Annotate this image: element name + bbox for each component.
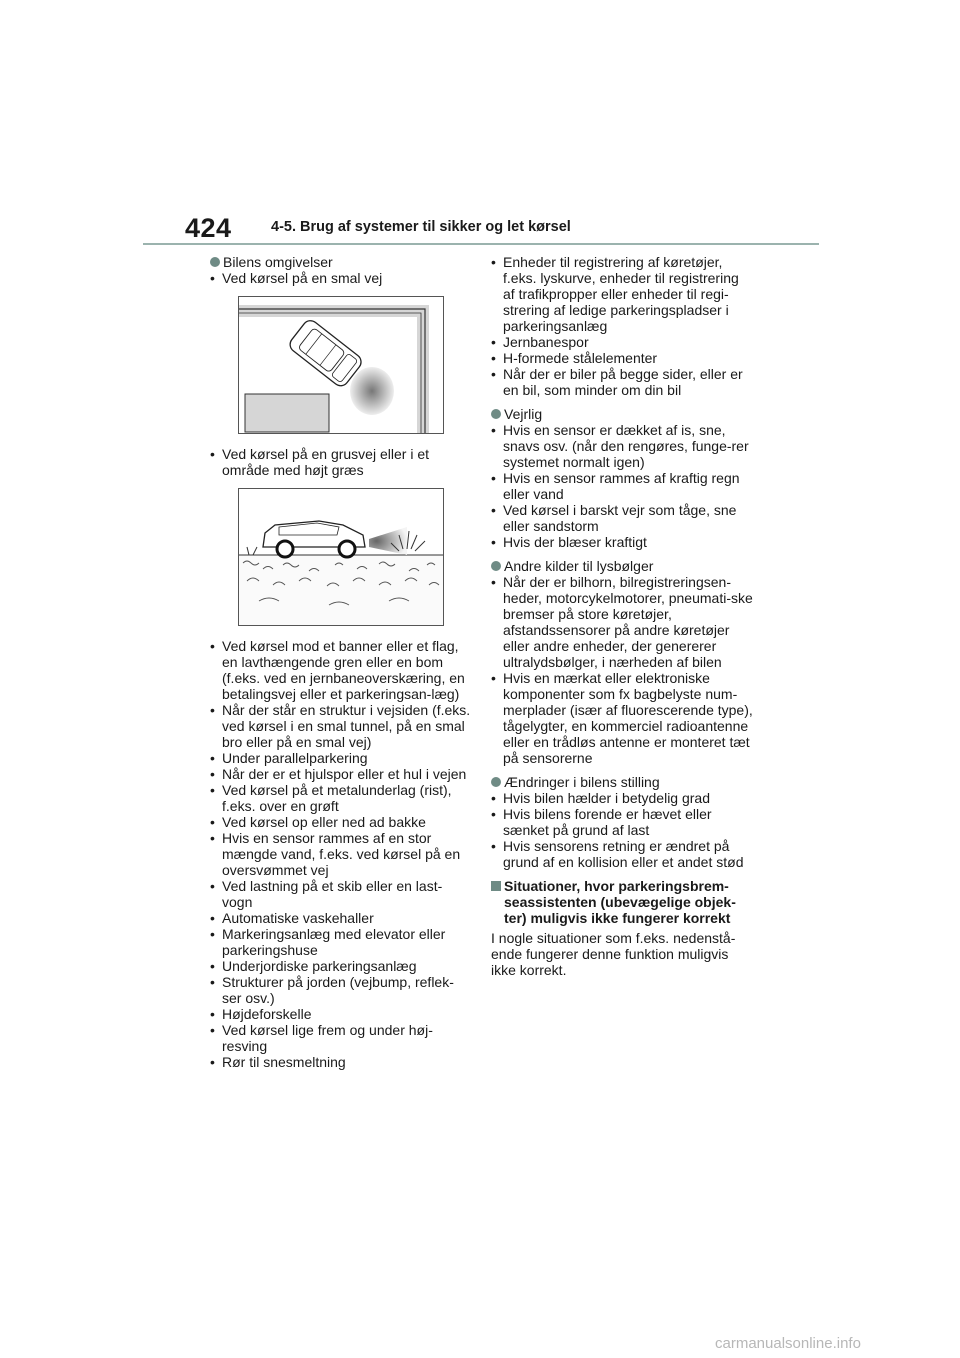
bullet-icon: • — [491, 350, 496, 366]
bullet-icon: • — [491, 838, 496, 854]
list-item — [210, 782, 472, 814]
list-item — [210, 958, 472, 974]
heading-text: Situationer, hvor parkeringsbrem-seassistenten (ubevægelige objek-ter) muligvis ikke fungerer korrekt — [504, 878, 736, 926]
bullet-icon: • — [210, 974, 215, 990]
square-bullet-icon — [491, 881, 501, 891]
bullet-icon: • — [210, 878, 215, 894]
list-item — [491, 350, 753, 366]
paragraph: I nogle situationer som f.eks. nedenstå-ende fungerer denne funktion muligvis ikke korrekt. — [491, 930, 736, 978]
category-sound-sources — [491, 558, 753, 574]
list-item — [210, 638, 472, 702]
list-item — [210, 974, 472, 1006]
list-item — [491, 790, 753, 806]
list-weather — [491, 422, 753, 550]
list-item — [491, 574, 753, 670]
bullet-icon: • — [210, 910, 215, 926]
circle-bullet-icon — [491, 777, 501, 787]
bullet-icon: • — [491, 366, 496, 382]
list-item-text: Hvis bilens forende er hævet eller sænket på grund af last — [503, 806, 712, 838]
list-item — [210, 910, 472, 926]
category-label: Vejrlig — [504, 406, 543, 422]
list-item — [491, 422, 753, 470]
list-item — [210, 814, 472, 830]
list-item-text: Hvis en sensor rammes af en stor mængde vand, f.eks. ved kørsel på en oversvømmet vej — [222, 830, 461, 878]
list-sound-sources — [491, 574, 753, 766]
list-item — [491, 334, 753, 350]
circle-bullet-icon — [491, 409, 501, 419]
bullet-icon: • — [491, 534, 496, 550]
list-item — [210, 830, 472, 878]
list-item-text: Ved kørsel mod et banner eller et flag, en lavthængende gren eller en bom (f.eks. ved en jernbaneoverskæring, en betalingsvej eller et parkeringsan-læg) — [222, 638, 465, 702]
list-devices — [491, 254, 753, 398]
list-narrow-road — [210, 270, 472, 286]
list-item — [210, 446, 472, 478]
bullet-icon: • — [210, 926, 215, 942]
bullet-icon: • — [491, 334, 496, 350]
list-item-text: Hvis bilen hælder i betydelig grad — [503, 790, 710, 806]
list-item — [491, 670, 753, 766]
bullet-icon: • — [210, 830, 215, 846]
list-item-text: Enheder til registrering af køretøjer, f.eks. lyskurve, enheder til registrering af trafikpropper eller enheder til regi-strering af ledige parkeringspladser i parkeringsanlæg — [503, 254, 739, 334]
section-title: 4-5. Brug af systemer til sikker og let kørsel — [271, 219, 571, 235]
watermark: carmanualsonline.info — [715, 1335, 861, 1352]
list-item-text: Markeringsanlæg med elevator eller parkeringshuse — [222, 926, 446, 958]
list-item-text: Hvis en sensor rammes af kraftig regn eller vand — [503, 470, 740, 502]
bullet-icon: • — [210, 814, 215, 830]
circle-bullet-icon — [491, 561, 501, 571]
bullet-icon: • — [491, 574, 496, 590]
page-number: 424 — [185, 213, 232, 243]
list-item-text: Ved kørsel op eller ned ad bakke — [222, 814, 426, 830]
category-label: Andre kilder til lysbølger — [504, 558, 654, 574]
category-weather — [491, 406, 753, 422]
list-situations — [210, 638, 472, 1070]
list-item-text: Når der står en struktur i vejsiden (f.eks. ved kørsel i en smal tunnel, på en smal bro eller på en smal vej) — [222, 702, 471, 750]
bullet-icon: • — [491, 806, 496, 822]
right-column — [491, 254, 753, 978]
list-item — [210, 270, 472, 286]
bullet-icon: • — [210, 1022, 215, 1038]
list-item — [491, 366, 753, 398]
list-item-text: Strukturer på jorden (vejbump, reflek-ser osv.) — [222, 974, 454, 1006]
bullet-icon: • — [491, 422, 496, 438]
bullet-icon: • — [210, 638, 215, 654]
bullet-icon: • — [491, 470, 496, 486]
list-item — [210, 878, 472, 910]
list-item-text: Når der er bilhorn, bilregistreringsen-heder, motorcykelmotorer, pneumati-ske bremser på store køretøjer, afstandssensorer på andre køretøjer eller andre enheder, der genererer ultralydsbølger, i nærheden af bilen — [503, 574, 753, 670]
bullet-icon: • — [210, 782, 215, 798]
bullet-icon: • — [210, 1054, 215, 1070]
list-item-text: H-formede stålelementer — [503, 350, 658, 366]
list-item — [210, 926, 472, 958]
list-item — [210, 702, 472, 750]
list-item-text: Ved kørsel på et metalunderlag (rist), f.eks. over en grøft — [222, 782, 452, 814]
category-label: Ændringer i bilens stilling — [504, 774, 660, 790]
list-gravel-road — [210, 446, 472, 478]
list-item-text: Jernbanespor — [503, 334, 589, 350]
list-item-text: Ved kørsel i barskt vejr som tåge, sne eller sandstorm — [503, 502, 737, 534]
list-item — [491, 838, 753, 870]
left-column — [210, 254, 472, 1070]
category-posture — [491, 774, 753, 790]
list-item-text: Når der er biler på begge sider, eller er en bil, som minder om din bil — [503, 366, 743, 398]
list-item — [491, 470, 753, 502]
bullet-icon: • — [491, 790, 496, 806]
list-item-text: Rør til snesmeltning — [222, 1054, 346, 1070]
bullet-icon: • — [210, 270, 215, 286]
list-item-text: Hvis sensorens retning er ændret på grund af en kollision eller et andet stød — [503, 838, 744, 870]
bullet-icon: • — [491, 254, 496, 270]
circle-bullet-icon — [210, 257, 220, 267]
list-item-text: Ved kørsel lige frem og under høj-resving — [222, 1022, 433, 1054]
list-item — [491, 806, 753, 838]
list-item — [491, 534, 753, 550]
bullet-icon: • — [491, 502, 496, 518]
list-item-text: Ved kørsel på en smal vej — [222, 270, 383, 286]
list-item-text: Ved lastning på et skib eller en last-vogn — [222, 878, 443, 910]
bullet-icon: • — [210, 958, 215, 974]
section-heading — [491, 878, 753, 926]
bullet-icon: • — [491, 670, 496, 686]
list-item — [491, 254, 753, 334]
bullet-icon: • — [210, 446, 215, 462]
list-item-text: Under parallelparkering — [222, 750, 368, 766]
list-item-text: Når der er et hjulspor eller et hul i vejen — [222, 766, 467, 782]
narrow-road-illustration — [238, 296, 444, 434]
list-item — [210, 1054, 472, 1070]
bullet-icon: • — [210, 750, 215, 766]
list-item — [491, 502, 753, 534]
list-item-text: Højdeforskelle — [222, 1006, 312, 1022]
category-label: Bilens omgivelser — [223, 254, 333, 270]
list-item — [210, 1006, 472, 1022]
category-surroundings — [210, 254, 472, 270]
list-item — [210, 750, 472, 766]
list-item-text: Hvis en sensor er dækket af is, sne, snavs osv. (når den rengøres, funge-rer systemet normalt igen) — [503, 422, 749, 470]
list-item-text: Ved kørsel på en grusvej eller i et område med højt græs — [222, 446, 429, 478]
list-item-text: Automatiske vaskehaller — [222, 910, 374, 926]
gravel-road-illustration — [238, 488, 444, 626]
list-item-text: Hvis der blæser kraftigt — [503, 534, 647, 550]
list-item — [210, 766, 472, 782]
list-posture — [491, 790, 753, 870]
list-item — [210, 1022, 472, 1054]
header-divider — [143, 243, 819, 245]
list-item-text: Hvis en mærkat eller elektroniske komponenter som fx bagbelyste num-merplader (især af fluorescerende type), tågelygter, en kommerciel radioantenne eller en trådløs antenne er monteret tæt på sensorerne — [503, 670, 753, 766]
bullet-icon: • — [210, 1006, 215, 1022]
bullet-icon: • — [210, 702, 215, 718]
bullet-icon: • — [210, 766, 215, 782]
list-item-text: Underjordiske parkeringsanlæg — [222, 958, 417, 974]
